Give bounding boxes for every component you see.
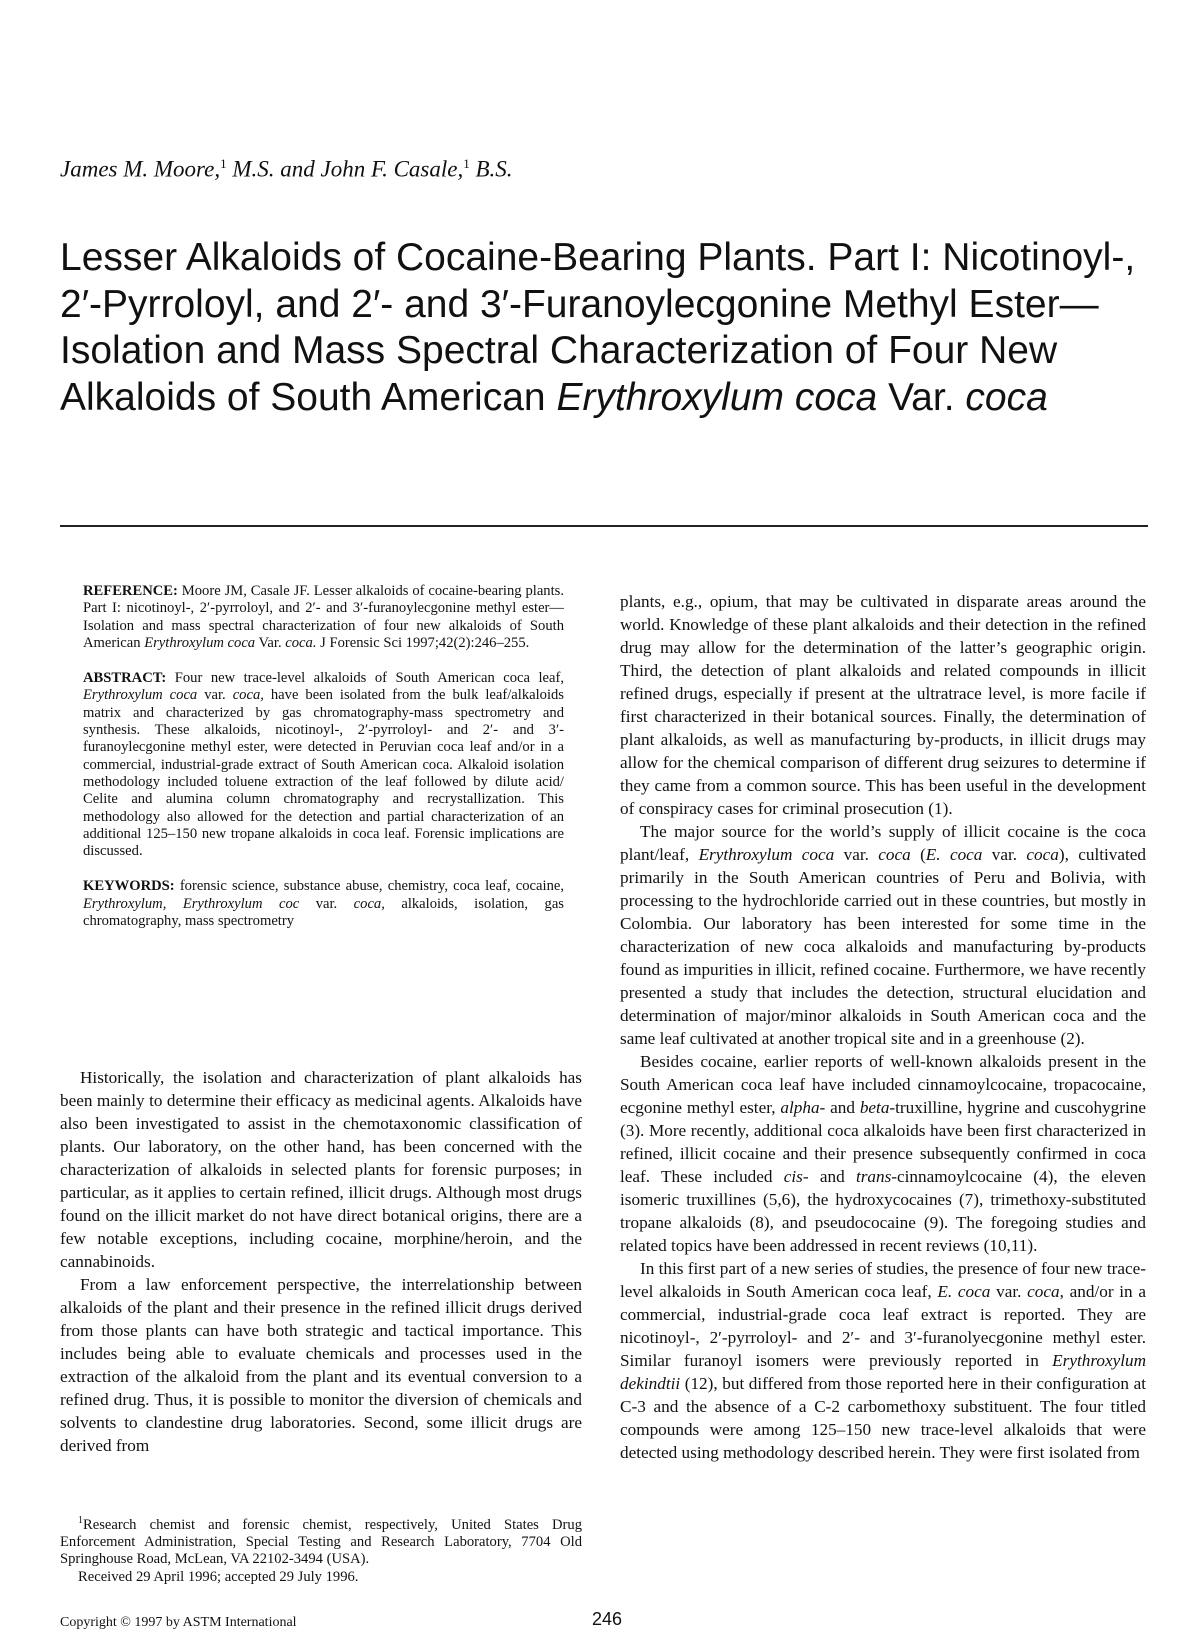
footnote-text: Research chemist and forensic chemist, respectively, United States Drug Enforcement Administration, Special Testing and Research Laboratory, 7704 Old Springhouse Road, McLean, VA 22102-3494 (USA). bbox=[60, 1516, 582, 1568]
reference-block bbox=[83, 583, 564, 652]
author-conjunction: and bbox=[280, 156, 315, 182]
author-degree: B.S. bbox=[475, 156, 513, 182]
keywords-text: forensic science, substance abuse, chemistry, coca leaf, cocaine, bbox=[179, 878, 564, 895]
abstract-text: Four new trace-level alkaloids of South American coca leaf, bbox=[174, 670, 564, 687]
italic-term: beta bbox=[859, 1098, 890, 1117]
affiliation-mark: 1 bbox=[463, 156, 470, 171]
text-run: Besides cocaine, earlier reports of well-known alkaloids present in the South American coca leaf have included cinnamoylcocaine, tropacocaine, ecgonine methyl ester, bbox=[620, 1052, 1146, 1117]
reference-variety: coca. bbox=[285, 634, 317, 651]
paper-title bbox=[60, 235, 1150, 421]
body-paragraph bbox=[620, 820, 1146, 1050]
species-name: Erythroxylum dekindtii bbox=[620, 1351, 1147, 1393]
text-run: -truxilline, hygrine and cuscohygrine (3). More recently, additional coca alkaloids have been first characterized in refined, illicit cocaine and their presence subsequently confirmed in coca leaf. These included bbox=[620, 1098, 1146, 1186]
text-run: , and/or in a commercial, industrial-grade coca leaf extract is reported. They are nicotinoyl-, 2′-pyrroloyl- and 2′- and 3′-furanolyecgonine methyl ester. Similar furanoyl isomers were previously reported in bbox=[620, 1282, 1147, 1370]
text-run: ( bbox=[920, 845, 926, 864]
text-run: ), cultivated primarily in the South American countries of Peru and Bolivia, with processing to the hydrochloride carried out in these countries, but mostly in Colombia. Our laboratory has been interested for some time in the characterization of new coca alkaloids and manufacturing by-products found as impurities in illicit, refined cocaine. Furthermore, we have recently presented a study that includes the detection, structural elucidation and determination of major/minor alkaloids in South American coca and the same leaf cultivated at another tropical site and in a greenhouse (2). bbox=[620, 845, 1147, 1048]
body-paragraph bbox=[620, 1257, 1146, 1464]
abstract-label: ABSTRACT: bbox=[83, 670, 167, 687]
italic-term: alpha- bbox=[780, 1098, 826, 1117]
title-divider bbox=[60, 525, 1148, 527]
affiliation-mark: 1 bbox=[220, 156, 227, 171]
keywords-variety: coca, bbox=[353, 895, 385, 912]
copyright-notice: Copyright © 1997 by ASTM International bbox=[60, 1615, 297, 1630]
species-name: E. coca bbox=[937, 1282, 991, 1301]
text-run: var. bbox=[996, 1282, 1022, 1301]
title-text: Lesser Alkaloids of Cocaine-Bearing Plants. Part I: Nicotinoyl-, 2′-Pyrroloyl, and 2′- and 3′-Furanoylecgonine Methyl Ester—Isolation and Mass Spectral Characterization of Four New Alkaloids of South American bbox=[60, 236, 1136, 419]
text-run: -cinnamoylcocaine (4), the eleven isomeric truxillines (5,6), the hydroxycocaines (7), trimethoxy-substituted tropane alkaloids (8), and pseudococaine (9). The foregoing studies and related topics have been addressed in recent reviews (10,11). bbox=[620, 1167, 1147, 1255]
footnote-received: Received 29 April 1996; accepted 29 July 1996. bbox=[78, 1568, 359, 1585]
text-run: var. bbox=[991, 845, 1018, 864]
author-line bbox=[60, 156, 513, 183]
abstract-species: Erythroxylum coca bbox=[83, 687, 198, 704]
reference-label: REFERENCE: bbox=[83, 583, 178, 599]
footnote-affiliation bbox=[60, 1512, 582, 1569]
reference-species: Erythroxylum coca bbox=[144, 634, 256, 651]
footnote bbox=[60, 1512, 582, 1586]
text-run: and bbox=[819, 1167, 845, 1186]
body-paragraph: From a law enforcement perspective, the interrelationship between alkaloids of the plant and their presence in the refined illicit drugs derived from those plants can have both strategic and tactical importance. This includes being able to evaluate chemicals and processes used in the extraction of the alkaloid from the plant and its eventual conversion to a refined drug. Thus, it is possible to monitor the diversion of chemicals and solvents to clandestine drug laboratories. Second, some illicit drugs are derived from bbox=[60, 1275, 582, 1455]
abstract-block bbox=[83, 670, 564, 860]
left-column bbox=[60, 1066, 582, 1457]
footnote-mark: 1 bbox=[78, 1515, 83, 1526]
page-number: 246 bbox=[592, 1609, 623, 1629]
author-degree: M.S. bbox=[232, 156, 275, 182]
keywords-text: alkaloids, isolation, gas chromatography, mass spectrometry bbox=[83, 895, 564, 930]
abstract-var: var. bbox=[204, 687, 226, 704]
variety-name: coca bbox=[1026, 845, 1059, 864]
reference-text: Moore JM, Casale JF. Lesser alkaloids of cocaine-bearing plants. Part I: nicotinoyl-, 2′-pyrroloyl, and 2′- and 3′-furanoylecgonine methyl ester—Isolation and mass spectral characterization of four new alkaloids of South American bbox=[83, 583, 564, 651]
reference-citation: J Forensic Sci 1997;42(2):246–255. bbox=[320, 634, 530, 651]
body-paragraph: plants, e.g., opium, that may be cultivated in disparate areas around the world. Knowledge of these plant alkaloids and their detection in the refined drug may allow for the determination of the latter’s geographic origin. Third, the detection of plant alkaloids and related compounds in illicit refined drugs, especially if present at the ultratrace level, is more facile if first characterized in their botanical sources. Finally, the determination of plant alkaloids, as well as manufacturing by-products, in illicit drugs may allow for the chemical comparison of different drug seizures to determine if they came from a common source. This has been useful in the development of conspiracy cases for criminal prosecution (1). bbox=[620, 592, 1146, 818]
species-name: Erythroxylum coca bbox=[698, 845, 835, 864]
species-name: E. coca bbox=[925, 845, 983, 864]
text-run: (12), but differed from those reported here in their configuration at C-3 and the absence of a C-2 carbomethoxy substituent. The four titled compounds were among 125–150 new trace-level alkaloids that were detected using methodology described herein. They were first isolated from bbox=[620, 1374, 1146, 1462]
title-species: Erythroxylum coca bbox=[556, 375, 878, 419]
reference-var: Var. bbox=[258, 634, 282, 651]
italic-term: cis- bbox=[783, 1167, 809, 1186]
text-run: var. bbox=[843, 845, 869, 864]
text-run: The major source for the world’s supply of illicit cocaine is the coca plant/leaf, bbox=[620, 822, 1146, 864]
body-paragraph bbox=[620, 1050, 1146, 1257]
keywords-italic: Erythroxylum, Erythroxylum coc bbox=[83, 895, 300, 912]
title-variety: coca bbox=[965, 375, 1048, 419]
title-var: Var. bbox=[888, 375, 955, 419]
variety-name: coca bbox=[1027, 1282, 1060, 1301]
keywords-block bbox=[83, 878, 564, 930]
variety-name: coca bbox=[878, 845, 911, 864]
author-name: John F. Casale, bbox=[320, 156, 464, 182]
right-column bbox=[620, 590, 1146, 1464]
keywords-var: var. bbox=[315, 895, 338, 912]
text-run: In this first part of a new series of studies, the presence of four new trace-level alkaloids in South American coca leaf, bbox=[620, 1259, 1146, 1301]
abstract-text: have been isolated from the bulk leaf/alkaloids matrix and characterized by gas chromatography-mass spectrometry and synthesis. These alkaloids, nicotinoyl-, 2′-pyrroloyl- and 2′- and 3′-furanoylecgonine methyl ester, were detected in Peruvian coca leaf and/or in a commercial, industrial-grade extract of South American coca. Alkaloid isolation methodology included toluene extraction of the leaf followed by dilute acid/ Celite and alumina column chromatography and recrystallization. This methodology also allowed for the detection and partial characterization of an additional 125–150 new tropane alkaloids in coca leaf. Forensic implications are discussed. bbox=[83, 687, 564, 860]
italic-term: trans bbox=[855, 1167, 892, 1186]
author-name: James M. Moore, bbox=[60, 156, 221, 182]
keywords-label: KEYWORDS: bbox=[83, 878, 175, 895]
body-paragraph: Historically, the isolation and characterization of plant alkaloids has been mainly to determine their efficacy as medicinal agents. Alkaloids have also been investigated to assist in the chemotaxonomic classification of plants. Our laboratory, on the other hand, has been concerned with the characterization of alkaloids in selected plants for forensic purposes; in particular, as it applies to certain refined, illicit drugs. Although most drugs found on the illicit market do not have direct botanical origins, there are a few notable exceptions, including cocaine, morphine/heroin, and the cannabinoids. bbox=[60, 1068, 582, 1271]
abstract-variety: coca, bbox=[232, 687, 264, 704]
text-run: and bbox=[830, 1098, 855, 1117]
front-matter bbox=[83, 583, 564, 948]
